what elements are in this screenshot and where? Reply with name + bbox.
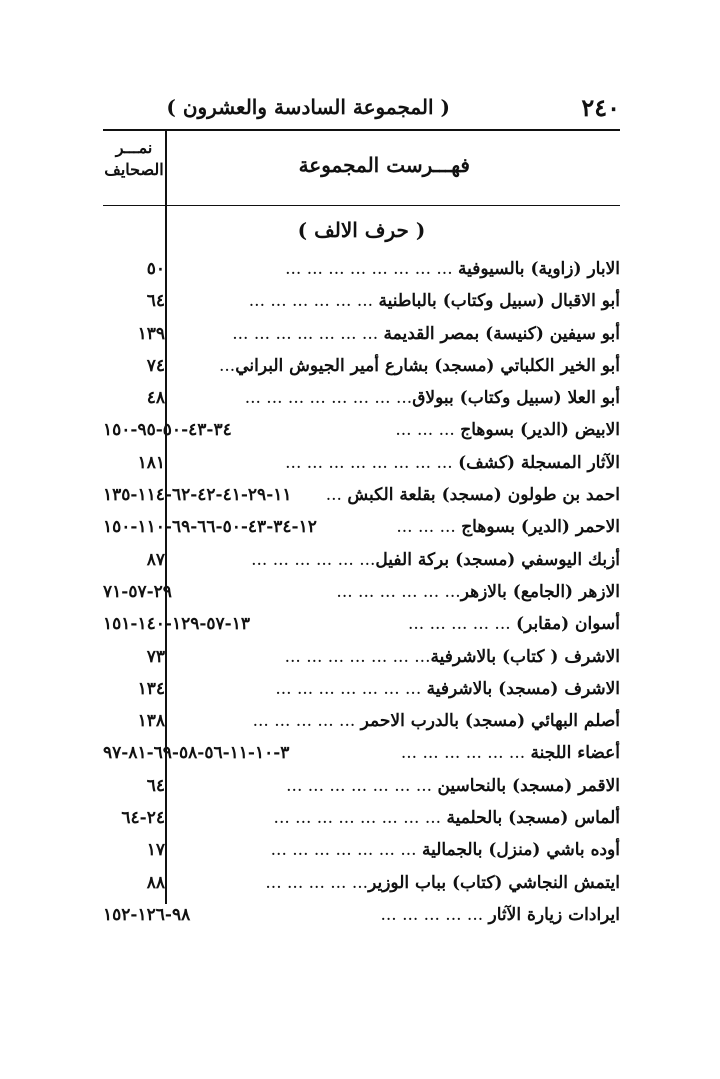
entry-leader-dots: ... ... ... ... ... ... ... [284,646,431,667]
page-header [103,93,620,131]
entry-text [336,582,620,602]
section-title: ( حرف الالف ) [297,218,426,242]
entry-name: احمد بن طولون (مسجد) بقلعة الكبش [347,485,620,506]
entry-name: أوده باشي (منزل) بالجمالية [421,840,620,861]
entry-name: الابار (زاوية) بالسيوفية [458,259,620,279]
entry-text [219,356,620,376]
pages-column-label-line1: نمـــر [115,138,153,157]
index-entry [103,287,620,319]
entry-name: أزبك اليوسفي (مسجد) بركة الفيل [375,549,620,570]
entry-pages: ١٣٩ [137,323,165,344]
entry-leader-dots: ... ... ... ... ... ... ... ... [285,452,459,473]
entry-name: الازهر (الجامع) بالازهر [460,581,620,602]
entry-name: أعضاء اللجنة [530,743,620,764]
pages-column-header [103,137,165,181]
index-title: فهـــرست المجموعة [298,153,470,177]
entry-pages: ٧٤ [146,355,165,376]
entry-leader-dots: ... [218,355,236,376]
entry-pages: ١٣٤ [137,678,165,699]
entry-text [286,776,620,796]
entry-leader-dots: ... ... ... ... ... ... ... ... [273,808,447,829]
entry-name: الاحمر (الدير) بسوهاج [461,517,620,538]
index-entry [103,320,620,352]
entry-pages: ٣-١٠-١١-٥٦-٥٨-٦٩-٨١-٩٧ [103,743,290,764]
entry-name: الاقمر (مسجد) بالنحاسين [437,775,620,796]
index-entry [103,384,620,416]
index-entry [103,449,620,481]
running-title: ( المجموعة السادسة والعشرون ) [166,95,450,119]
entry-leader-dots: ... ... ... ... ... ... ... ... [285,259,458,279]
entry-leader-dots: ... ... ... [395,420,461,441]
entry-leader-dots: ... ... ... ... ... ... [336,581,461,602]
index-entry [103,836,620,868]
entry-name: أبو سيفين (كنيسة) بمصر القديمة [383,323,620,344]
entry-text [245,388,620,408]
index-entry [103,481,620,513]
entry-leader-dots: ... ... ... ... ... ... ... ... [244,388,413,409]
index-entry [103,675,620,707]
entry-text [396,517,620,537]
index-entry [103,772,620,804]
entry-leader-dots: ... ... ... ... ... [252,711,361,732]
entry-pages: ٨٧ [146,549,165,570]
index-entry [103,869,620,901]
entry-text [408,614,620,634]
entry-name: أبو الخير الكلباتي (مسجد) بشارع أمير الجيوش البراني [235,355,620,376]
index-entry [103,901,620,933]
entry-text [249,291,620,311]
entry-name: أسوان (مقابر) [516,614,620,635]
entry-text [326,485,620,505]
entry-pages: ٤٨ [146,388,165,409]
entry-leader-dots: ... ... ... ... ... ... [248,291,379,312]
entry-text [265,873,620,893]
entry-pages: ٢٩-٥٧-٧١ [103,581,172,602]
index-entry [103,546,620,578]
index-entry [103,804,620,836]
entry-leader-dots: ... ... ... ... ... ... ... [270,840,422,861]
index-entry [103,643,620,675]
entry-name: الآثار المسجلة (كشف) [458,452,620,473]
pages-column-label-line2: الصحايف [104,160,164,179]
entry-pages: ٦٤ [146,291,165,312]
entry-text [285,647,620,667]
index-entry [103,610,620,642]
entry-text [232,324,620,344]
entry-text [401,743,620,763]
entry-name: أبو العلا (سبيل وكتاب) ببولاق [412,388,620,409]
entry-pages: ٢٤-٦٤ [121,808,165,829]
entry-leader-dots: ... ... ... ... ... ... ... [286,775,438,796]
entry-leader-dots: ... ... ... ... ... [380,904,489,925]
entry-text [253,711,620,731]
entry-pages: ٣٤-٤٣-٥٠-٩٥-١٥٠ [103,420,232,441]
entry-pages: ١٧ [146,840,165,861]
index-entry [103,255,620,287]
entry-text [285,453,620,473]
entry-leader-dots: ... ... ... ... ... ... ... [275,678,427,699]
index-entry [103,352,620,384]
entry-name: الاشرف (مسجد) بالاشرفية [426,678,620,699]
entry-text [395,420,620,440]
entry-leader-dots: ... ... ... ... ... [407,614,517,635]
entry-name: الابيض (الدير) بسوهاج [460,420,620,441]
entry-name: ألماس (مسجد) بالحلمية [446,808,620,829]
index-entry [103,416,620,448]
entry-pages: ١٣-٥٧-١٢٩-١٤٠-١٥١ [103,614,250,635]
index-entries [103,255,620,933]
entry-name: ايتمش النجاشي (كتاب) بباب الوزير [368,872,620,893]
entry-leader-dots: ... ... ... ... ... ... [400,743,531,764]
entry-pages: ١١-٢٩-٤١-٤٢-٦٢-١١٤-١٣٥ [103,485,292,506]
entry-pages: ٥٠ [146,259,165,279]
index-table-header [103,131,620,206]
entry-text [274,808,620,828]
entry-name: ايرادات زيارة الآثار [488,904,620,925]
entry-pages: ٨٨ [146,872,165,893]
entry-leader-dots: ... ... ... [396,517,462,538]
page-number: ٢٤٠ [581,93,620,122]
entry-pages: ١٢-٣٤-٤٣-٥٠-٦٦-٦٩-١١٠-١٥٠ [103,517,317,538]
entry-name: أبو الاقبال (سبيل وكتاب) بالباطنية [378,291,620,312]
entry-pages: ٦٤ [146,775,165,796]
entry-leader-dots: ... ... ... ... ... ... [251,549,376,570]
entry-leader-dots: ... [325,485,348,506]
entry-text [285,259,620,279]
entry-pages: ١٣٨ [137,711,165,732]
entry-name: أصلم البهائي (مسجد) بالدرب الاحمر [360,711,620,732]
index-entry [103,707,620,739]
entry-name: الاشرف ( كتاب) بالاشرفية [430,646,620,667]
index-entry [103,578,620,610]
entry-leader-dots: ... ... ... ... ... [265,872,369,893]
entry-leader-dots: ... ... ... ... ... ... ... [232,323,384,344]
entry-text [275,679,620,699]
entry-pages: ٩٨-١٢٦-١٥٢ [103,904,191,925]
entry-text [251,550,620,570]
index-entry [103,739,620,771]
entry-text [271,840,620,860]
entry-pages: ١٨١ [137,452,165,473]
entry-pages: ٧٣ [146,646,165,667]
entry-text [380,905,620,925]
index-entry [103,513,620,545]
